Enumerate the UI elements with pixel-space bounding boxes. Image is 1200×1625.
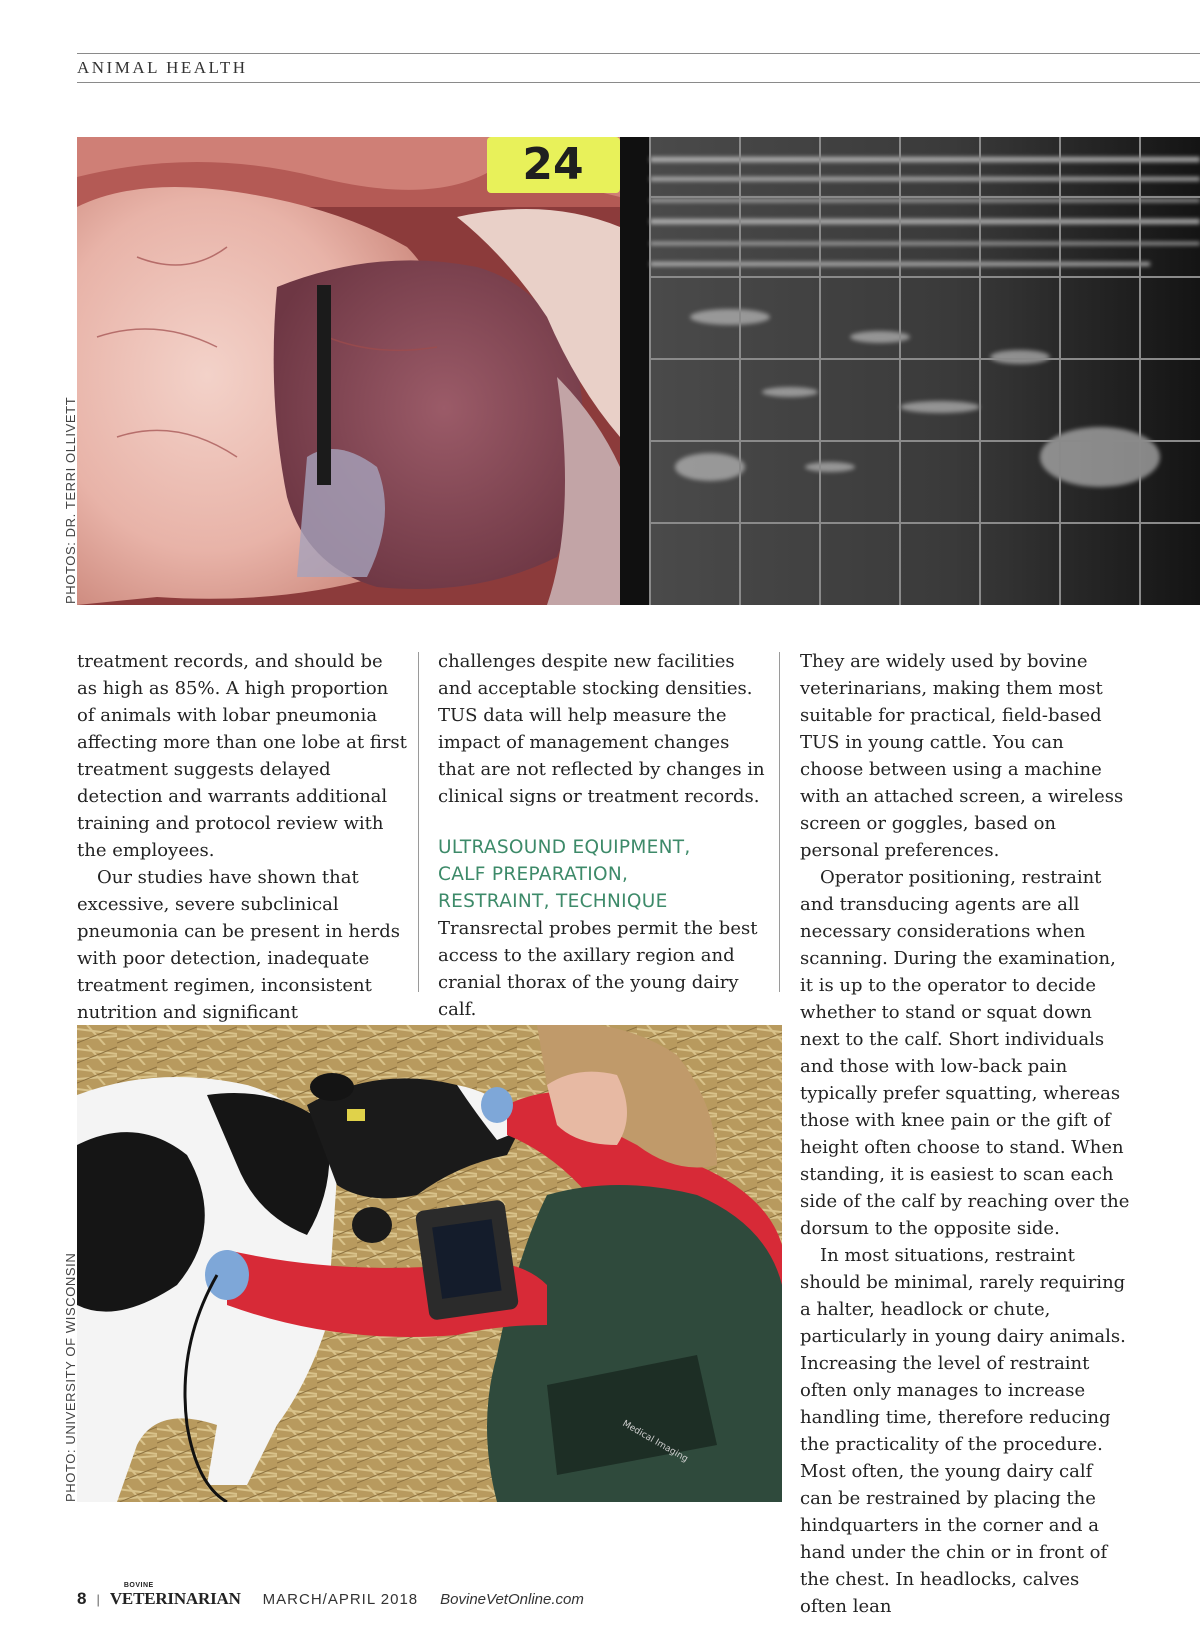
subheading-line-2: CALF PREPARATION,	[438, 864, 629, 885]
text-column-1	[77, 648, 407, 1053]
col3-paragraph-1: They are widely used by bovine veterinarians, making them most suitable for practical, field-based TUS in young cattle. You can choose between using a machine with an attached screen, a wireless screen or goggles, based on personal preferences.	[800, 651, 1124, 861]
column-divider-1	[418, 652, 419, 992]
logo-main-text: VETERINARIAN	[109, 1589, 241, 1608]
specimen-tag-number: 24	[522, 139, 584, 190]
bottom-photo-credit: PHOTO: UNIVERSITY OF WISCONSIN	[63, 1252, 78, 1502]
text-column-2	[438, 648, 768, 1023]
column-divider-2	[779, 652, 780, 992]
logo-small-text: BOVINE	[123, 1582, 154, 1589]
col3-paragraph-2: Operator positioning, restraint and transducing agents are all necessary considerations when scanning. During the examination, it is up to the operator to decide whether to stand or squat down next to the calf. Short individuals and those with low-back pain typically prefer squatting, whereas those with knee pain or the gift of height often choose to stand. When standing, it is easiest to scan each side of the calf by reaching over the dorsum to the opposite side.	[800, 867, 1130, 1239]
lung-specimen-photo	[77, 137, 620, 605]
col1-paragraph-2: Our studies have shown that excessive, severe subclinical pneumonia can be present in herds with poor detection, inadequate treatment regimen, inconsistent nutrition and significant	[77, 867, 400, 1023]
subheading-line-1: ULTRASOUND EQUIPMENT,	[438, 837, 691, 858]
col1-paragraph-1: treatment records, and should be as high as 85%. A high proportion of animals with lobar pneumonia affecting more than one lobe at first treatment suggests delayed detection and warrants additional training and protocol review with the employees.	[77, 651, 407, 861]
ultrasound-image	[620, 137, 1200, 605]
issue-date: MARCH/APRIL 2018	[262, 1590, 419, 1608]
subheading-line-3: RESTRAINT, TECHNIQUE	[438, 891, 668, 912]
magazine-logo	[109, 1582, 241, 1609]
footer-separator: |	[96, 1591, 100, 1607]
col2-intro-paragraph: challenges despite new facilities and acceptable stocking densities. TUS data will help measure the impact of management changes that are not reflected by changes in clinical signs or treatment records.	[438, 651, 765, 807]
page-footer	[77, 1582, 584, 1612]
calf-scanning-illustration	[77, 1025, 782, 1502]
lung-specimen-illustration	[77, 137, 620, 605]
top-photo-credit: PHOTOS: DR. TERRI OLLIVETT	[63, 396, 78, 604]
ultrasound-scan-illustration	[620, 137, 1200, 605]
section-subheading	[438, 834, 768, 915]
vest-logo-text: Medical Imaging	[620, 1418, 690, 1465]
website-link[interactable]: BovineVetOnline.com	[440, 1590, 584, 1608]
section-label: ANIMAL HEALTH	[77, 58, 248, 77]
col3-paragraph-3: In most situations, restraint should be minimal, rarely requiring a halter, headlock or chute, particularly in young dairy animals. Increasing the level of restraint often only manages to increase handling time, therefore reducing the practicality of the procedure. Most often, the young dairy calf can be restrained by placing the hindquarters in the corner and a hand under the chin or in front of the chest. In headlocks, calves often lean	[800, 1245, 1126, 1617]
text-column-3	[800, 648, 1130, 1620]
calf-scanning-photo	[77, 1025, 782, 1502]
page-number: 8	[77, 1589, 87, 1608]
header-rule-top	[77, 53, 1200, 54]
col2-body-paragraph: Transrectal probes permit the best access to the axillary region and cranial thorax of the young dairy calf.	[438, 918, 758, 1020]
header-rule-bottom	[77, 82, 1200, 83]
